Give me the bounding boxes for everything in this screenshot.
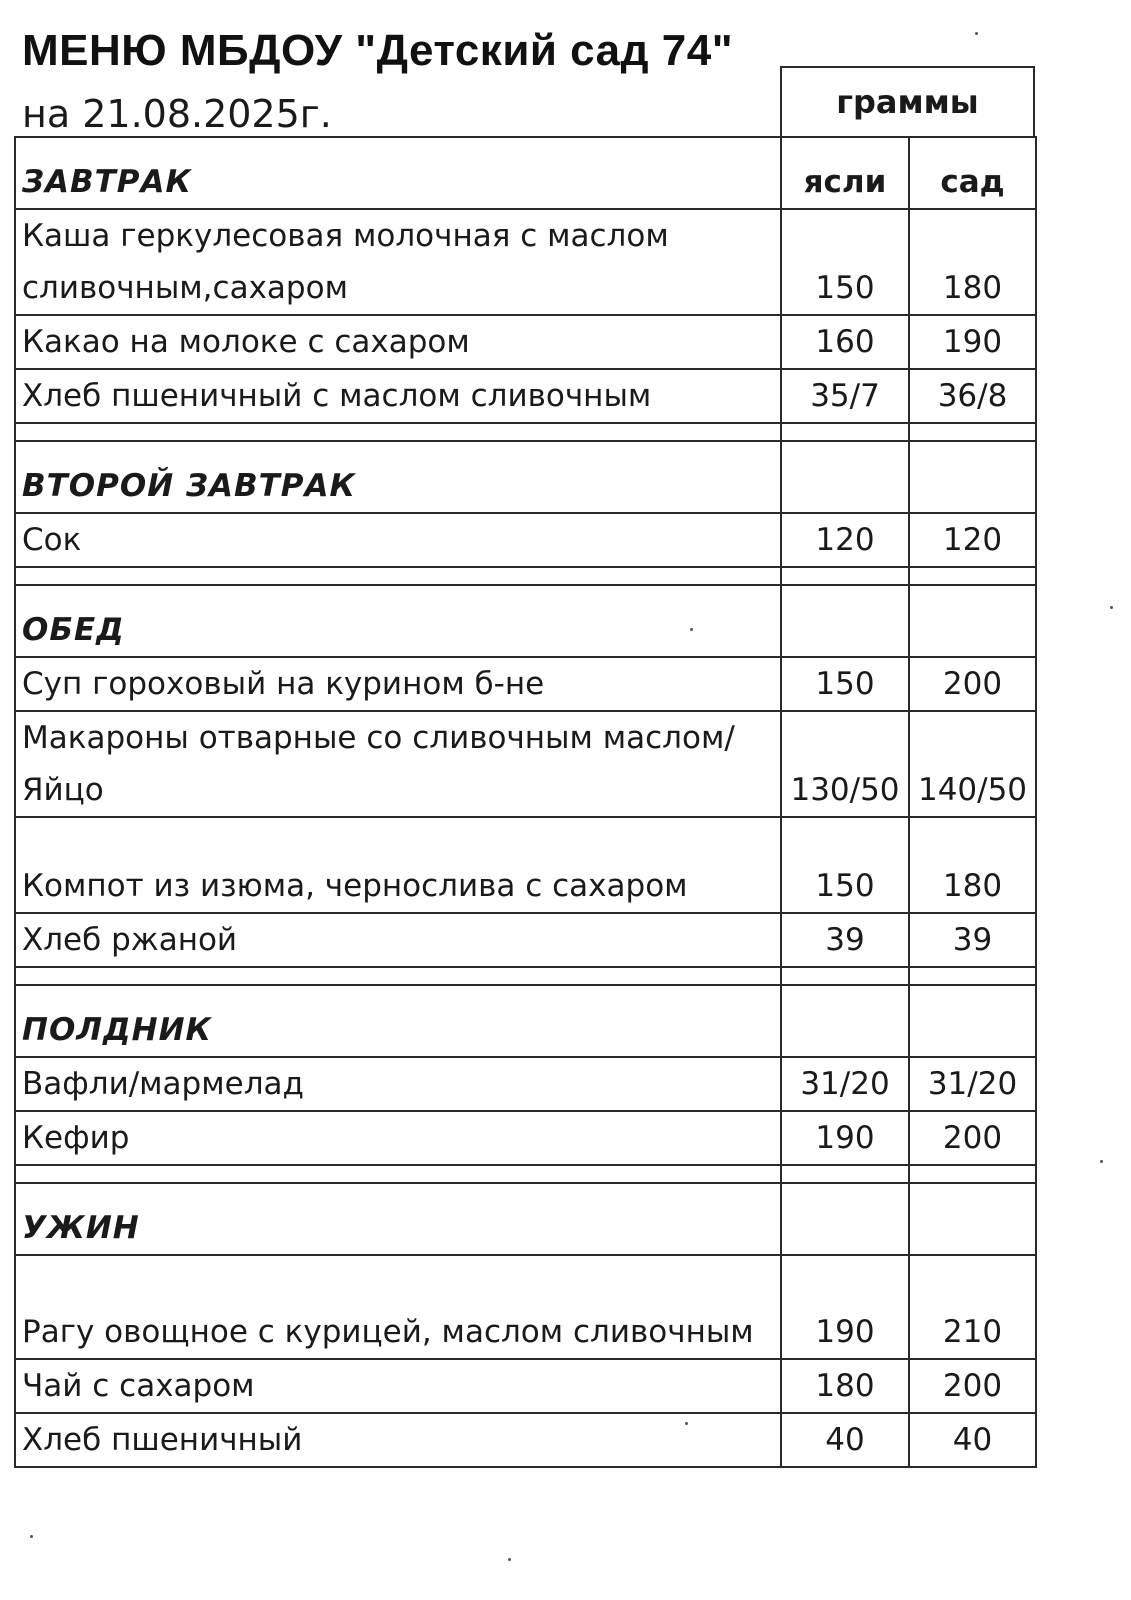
dish-name: Чай с сахаром	[15, 1359, 781, 1413]
table-row	[15, 315, 1036, 369]
nursery-grams: 31/20	[781, 1057, 909, 1111]
dish-name: Рагу овощное с курицей, маслом сливочным	[15, 1255, 781, 1359]
section-row-afternoon-snack	[15, 985, 1036, 1057]
section-row-dinner	[15, 1183, 1036, 1255]
nursery-grams: 160	[781, 315, 909, 369]
garden-grams: 210	[909, 1255, 1036, 1359]
nursery-grams: 150	[781, 209, 909, 315]
section-row-breakfast	[15, 137, 1036, 209]
section-row-lunch	[15, 585, 1036, 657]
nursery-grams: 180	[781, 1359, 909, 1413]
table-row	[15, 1057, 1036, 1111]
column-header-nursery: ясли	[781, 137, 909, 209]
nursery-grams: 39	[781, 913, 909, 967]
nursery-grams: 150	[781, 657, 909, 711]
section-title: ОБЕД	[15, 585, 781, 657]
nursery-grams: 40	[781, 1413, 909, 1467]
garden-grams: 200	[909, 1359, 1036, 1413]
scan-speck	[1110, 606, 1113, 609]
table-row	[15, 1359, 1036, 1413]
menu-title: МЕНЮ МБДОУ "Детский сад 74"	[22, 26, 734, 75]
garden-grams: 190	[909, 315, 1036, 369]
table-row	[15, 209, 1036, 315]
garden-grams: 180	[909, 209, 1036, 315]
nursery-grams: 190	[781, 1255, 909, 1359]
table-row	[15, 913, 1036, 967]
section-title: ПОЛДНИК	[15, 985, 781, 1057]
nursery-grams: 190	[781, 1111, 909, 1165]
table-row	[15, 1255, 1036, 1359]
dish-name: Хлеб пшеничный с маслом сливочным	[15, 369, 781, 423]
spacer-row	[15, 1165, 1036, 1183]
garden-grams: 120	[909, 513, 1036, 567]
garden-grams: 40	[909, 1413, 1036, 1467]
section-row-second-breakfast	[15, 441, 1036, 513]
scan-speck	[690, 628, 693, 631]
dish-name: Хлеб пшеничный	[15, 1413, 781, 1467]
table-row	[15, 369, 1036, 423]
dish-name: Хлеб ржаной	[15, 913, 781, 967]
nursery-grams: 120	[781, 513, 909, 567]
spacer-row	[15, 967, 1036, 985]
section-title: ЗАВТРАК	[15, 137, 781, 209]
garden-grams: 200	[909, 1111, 1036, 1165]
garden-grams: 31/20	[909, 1057, 1036, 1111]
garden-grams: 180	[909, 817, 1036, 913]
grams-header: граммы	[780, 66, 1035, 136]
dish-name: Кефир	[15, 1111, 781, 1165]
scan-speck	[685, 1422, 688, 1425]
dish-name: Вафли/мармелад	[15, 1057, 781, 1111]
table-row	[15, 513, 1036, 567]
scan-speck	[30, 1535, 33, 1538]
garden-grams: 36/8	[909, 369, 1036, 423]
table-row	[15, 657, 1036, 711]
dish-name: Сок	[15, 513, 781, 567]
nursery-grams: 130/50	[781, 711, 909, 817]
nursery-grams: 35/7	[781, 369, 909, 423]
table-row	[15, 817, 1036, 913]
table-row	[15, 1413, 1036, 1467]
menu-table	[14, 136, 1037, 1468]
table-row	[15, 711, 1036, 817]
dish-name: Компот из изюма, чернослива с сахаром	[15, 817, 781, 913]
garden-grams: 39	[909, 913, 1036, 967]
table-row	[15, 1111, 1036, 1165]
nursery-grams: 150	[781, 817, 909, 913]
spacer-row	[15, 423, 1036, 441]
column-header-garden: сад	[909, 137, 1036, 209]
menu-date: на 21.08.2025г.	[22, 92, 332, 136]
section-title: ВТОРОЙ ЗАВТРАК	[15, 441, 781, 513]
garden-grams: 200	[909, 657, 1036, 711]
garden-grams: 140/50	[909, 711, 1036, 817]
spacer-row	[15, 567, 1036, 585]
scan-speck	[1100, 1160, 1103, 1163]
dish-name: Суп гороховый на курином б-не	[15, 657, 781, 711]
section-title: УЖИН	[15, 1183, 781, 1255]
dish-name: Макароны отварные со сливочным маслом/Яйцо	[15, 711, 781, 817]
scan-speck	[975, 32, 978, 35]
scan-speck	[508, 1558, 511, 1561]
dish-name: Какао на молоке с сахаром	[15, 315, 781, 369]
dish-name: Каша геркулесовая молочная с маслом сливочным,сахаром	[15, 209, 781, 315]
